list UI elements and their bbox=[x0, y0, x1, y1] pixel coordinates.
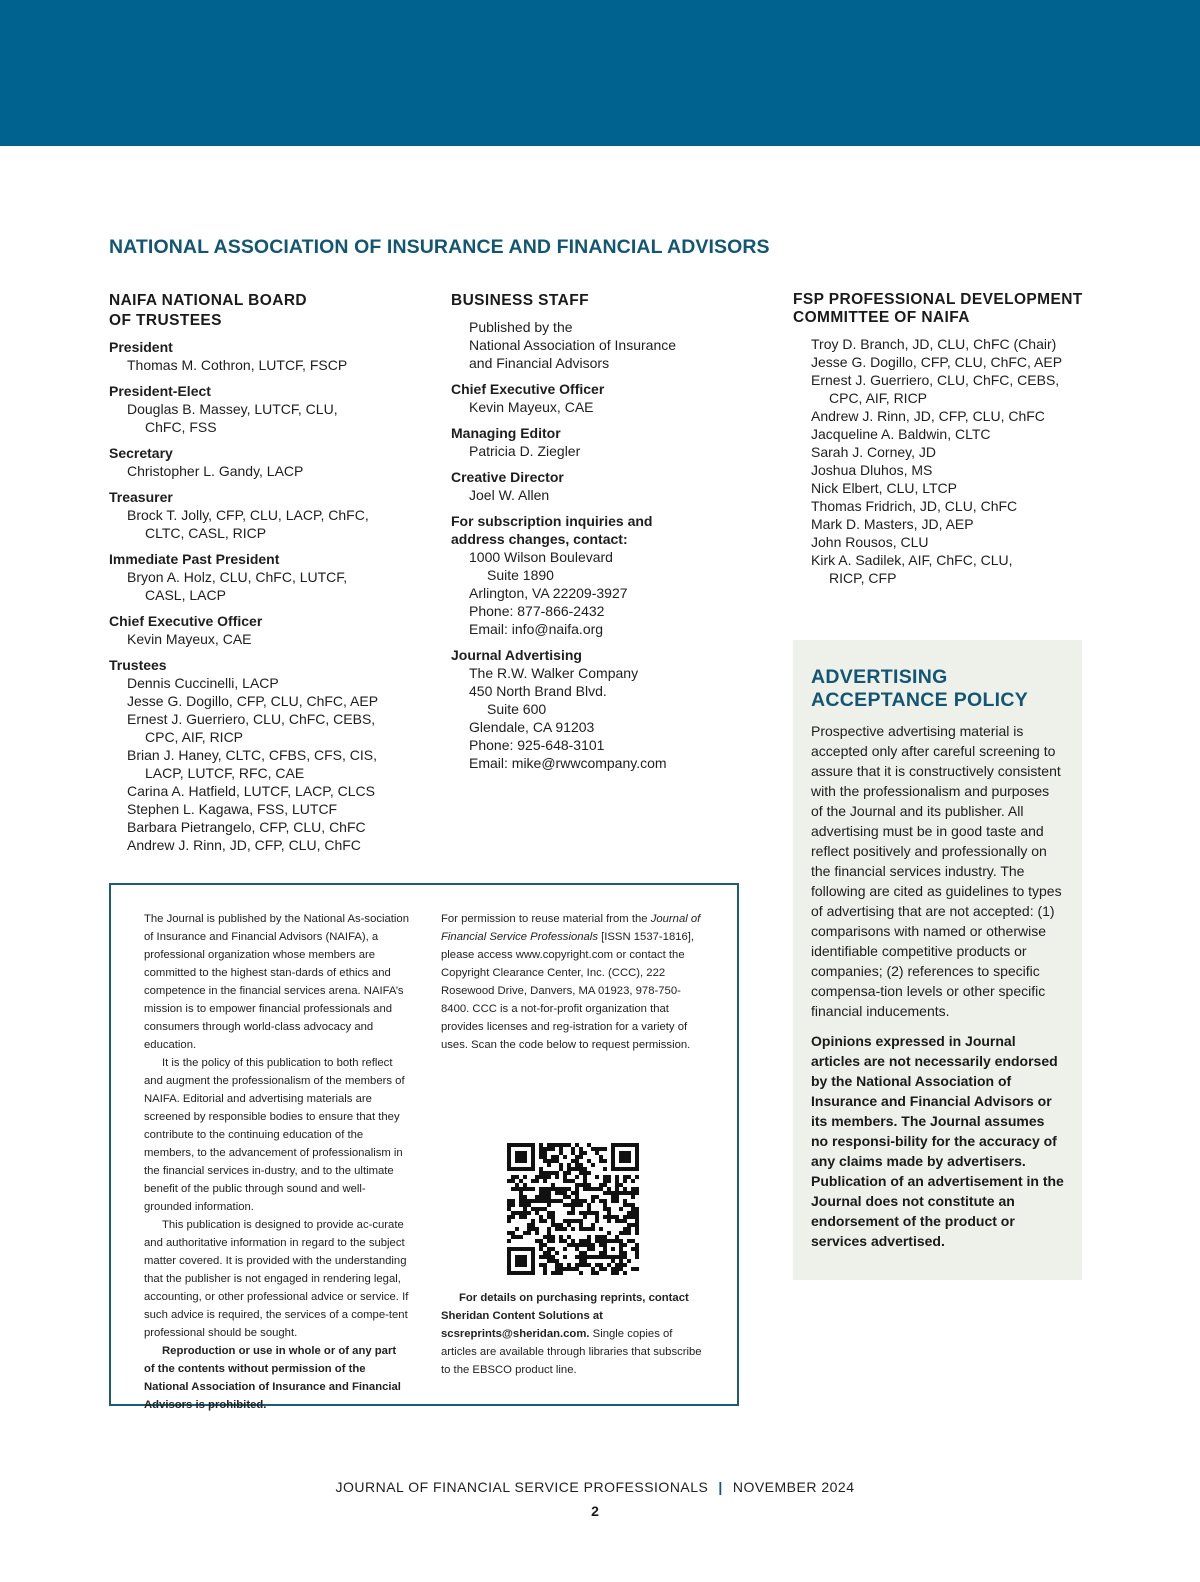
role-label: Trustees bbox=[109, 657, 167, 673]
person-name: Thomas Fridrich, JD, CLU, ChFC bbox=[811, 498, 1018, 514]
person-name: Ernest J. Guerriero, CLU, ChFC, CEBS, bbox=[127, 711, 376, 727]
page-number: 2 bbox=[591, 1503, 599, 1519]
person-name: Jesse G. Dogillo, CFP, CLU, ChFC, AEP bbox=[811, 354, 1063, 370]
reproduction-notice: Reproduction or use in whole or of any part of the contents without permission of the National Association of Insurance and Financial Advisors is prohibited. bbox=[144, 1345, 401, 1411]
info-paragraph: This publication is designed to provide ac-curate and authoritative information in regard to the subject matter covered. It is provided with the understanding that the publisher is not engaged in rendering legal, accounting, or other professional advice or service. If such advice is required, the services of a compe-tent professional should be sought. bbox=[144, 1219, 409, 1339]
person-name: Kirk A. Sadilek, AIF, ChFC, CLU, bbox=[811, 552, 1013, 568]
person-name: Joshua Dluhos, MS bbox=[811, 462, 933, 478]
reprints-text: Single copies of articles are available through libraries that subscribe to the EBSCO product line. bbox=[441, 1328, 702, 1376]
staff-heading: BUSINESS STAFF bbox=[451, 292, 589, 309]
role-label: For subscription inquiries and bbox=[451, 512, 653, 529]
person-name: Jacqueline A. Baldwin, CLTC bbox=[811, 426, 991, 442]
publisher-line: National Association of Insurance bbox=[469, 336, 677, 353]
info-paragraph bbox=[144, 1342, 409, 1414]
person-name: Sarah J. Corney, JD bbox=[811, 444, 937, 460]
role-label: Managing Editor bbox=[451, 424, 561, 441]
company-name: The R.W. Walker Company bbox=[469, 664, 639, 681]
address-line: 1000 Wilson Boulevard bbox=[469, 548, 613, 565]
role-label: Journal Advertising bbox=[451, 646, 582, 663]
publisher-line: and Financial Advisors bbox=[469, 354, 610, 371]
info-paragraph: It is the policy of this publication to both reflect and augment the professionalism of the members of NAIFA. Editorial and advertising materials are screened by responsible bodies to ensure that they contribute to the continuing education of the members, to the advancement of professionalism in the financial services in-dustry, and to the ultimate benefit of the public through sound and well-grounded information. bbox=[144, 1057, 405, 1213]
board-of-trustees-column bbox=[109, 291, 439, 854]
person-name: Jesse G. Dogillo, CFP, CLU, ChFC, AEP bbox=[127, 693, 379, 709]
person-credentials: CLTC, CASL, RICP bbox=[145, 525, 267, 541]
reprints-contact: For details on purchasing reprints, contact Sheridan Content Solutions at scsreprints@sheridan.com. bbox=[441, 1292, 689, 1340]
person-name: Barbara Pietrangelo, CFP, CLU, ChFC bbox=[127, 819, 366, 835]
person-name: Brock T. Jolly, CFP, CLU, LACP, ChFC, bbox=[127, 507, 369, 523]
person-name: Brian J. Haney, CLTC, CFBS, CFS, CIS, bbox=[127, 747, 377, 763]
policy-disclaimer: Opinions expressed in Journal articles are not necessarily endorsed by the National Association of Insurance and Financial Advisors or its members. The Journal assumes no responsi-bility for the accuracy of any claims made by advertisers. Publication of an advertisement in the Journal does not constitute an endorsement of the product or services advertised. bbox=[811, 1033, 1064, 1249]
role-label: Immediate Past President bbox=[109, 551, 280, 567]
fsp-committee-column bbox=[793, 291, 1093, 587]
role-label: President-Elect bbox=[109, 383, 211, 399]
info-left-column bbox=[144, 910, 409, 1414]
person-name: Kevin Mayeux, CAE bbox=[127, 631, 252, 647]
person-name: Andrew J. Rinn, JD, CFP, CLU, ChFC bbox=[127, 837, 361, 853]
email-line: Email: info@naifa.org bbox=[469, 620, 604, 637]
address-line: 450 North Brand Blvd. bbox=[469, 682, 607, 699]
permission-text: [ISSN 1537-1816], please access www.copyright.com or contact the Copyright Clearance Center, Inc. (CCC), 222 Rosewood Drive, Danvers, MA 01923, 978-750-8400. CCC is a not-for-profit organization that provides licenses and reg-istration for a variety of uses. Scan the code below to request permission. bbox=[441, 931, 695, 1051]
publisher-line: Published by the bbox=[469, 318, 573, 335]
organization-title: NATIONAL ASSOCIATION OF INSURANCE AND FINANCIAL ADVISORS bbox=[109, 236, 770, 258]
person-name: Kevin Mayeux, CAE bbox=[469, 398, 594, 415]
permission-text: For permission to reuse material from the bbox=[441, 913, 651, 925]
person-name: Carina A. Hatfield, LUTCF, LACP, CLCS bbox=[127, 783, 375, 799]
person-name: Ernest J. Guerriero, CLU, ChFC, CEBS, bbox=[811, 372, 1060, 388]
role-label: address changes, contact: bbox=[451, 530, 628, 547]
footer-separator: | bbox=[718, 1479, 723, 1495]
address-line: Suite 1890 bbox=[487, 566, 554, 583]
address-line: Glendale, CA 91203 bbox=[469, 718, 595, 735]
advertising-policy-box bbox=[793, 640, 1082, 1280]
reprints-info bbox=[441, 1289, 711, 1379]
address-line: Arlington, VA 22209-3927 bbox=[469, 584, 628, 601]
publication-info-box bbox=[109, 883, 739, 1411]
person-credentials: CASL, LACP bbox=[145, 587, 226, 603]
business-staff-column bbox=[451, 291, 781, 772]
role-label: Secretary bbox=[109, 445, 173, 461]
info-right-column bbox=[441, 910, 706, 1054]
role-label: Creative Director bbox=[451, 468, 564, 485]
role-label: Chief Executive Officer bbox=[109, 613, 263, 629]
page-footer bbox=[0, 1479, 1190, 1495]
role-label: President bbox=[109, 339, 173, 355]
trustees-list bbox=[109, 674, 439, 854]
person-name: Stephen L. Kagawa, FSS, LUTCF bbox=[127, 801, 338, 817]
person-credentials: CPC, AIF, RICP bbox=[829, 390, 928, 406]
fsp-members-list bbox=[793, 335, 1093, 587]
person-name: Patricia D. Ziegler bbox=[469, 442, 581, 459]
person-name: Joel W. Allen bbox=[469, 486, 550, 503]
role-label: Chief Executive Officer bbox=[451, 380, 605, 397]
policy-title: ADVERTISING ACCEPTANCE POLICY bbox=[811, 666, 1029, 711]
person-credentials: RICP, CFP bbox=[829, 570, 897, 586]
phone-line: Phone: 877-866-2432 bbox=[469, 602, 605, 619]
journal-title: Journal of Financial Service Professionals bbox=[441, 913, 701, 943]
person-name: Christopher L. Gandy, LACP bbox=[127, 463, 304, 479]
person-name: John Rousos, CLU bbox=[811, 534, 929, 550]
person-credentials: CPC, AIF, RICP bbox=[145, 729, 244, 745]
issue-date: NOVEMBER 2024 bbox=[732, 1479, 855, 1495]
person-name: Andrew J. Rinn, JD, CFP, CLU, ChFC bbox=[811, 408, 1045, 424]
person-credentials: ChFC, FSS bbox=[145, 419, 217, 435]
journal-name: JOURNAL OF FINANCIAL SERVICE PROFESSIONALS bbox=[335, 1479, 709, 1495]
person-name: Douglas B. Massey, LUTCF, CLU, bbox=[127, 401, 338, 417]
qr-code[interactable] bbox=[507, 1143, 639, 1275]
info-paragraph bbox=[441, 910, 706, 1054]
person-name: Mark D. Masters, JD, AEP bbox=[811, 516, 974, 532]
fsp-heading: FSP PROFESSIONAL DEVELOPMENT COMMITTEE OF NAIFA bbox=[793, 291, 1083, 326]
person-name: Nick Elbert, CLU, LTCP bbox=[811, 480, 957, 496]
person-credentials: LACP, LUTCF, RFC, CAE bbox=[145, 765, 305, 781]
phone-line: Phone: 925-648-3101 bbox=[469, 736, 605, 753]
person-name: Thomas M. Cothron, LUTCF, FSCP bbox=[127, 357, 348, 373]
info-paragraph: The Journal is published by the National As-sociation of Insurance and Financial Advisors (NAIFA), a professional organization whose members are committed to the highest stan-dards of ethics and competence in the financial services arena. NAIFA’s mission is to empower financial professionals and consumers through world-class advocacy and education. bbox=[144, 913, 410, 1051]
header-band bbox=[0, 0, 1200, 146]
policy-text: Prospective advertising material is accepted only after careful screening to assure that it is constructively consistent with the professionalism and purposes of the Journal and its publisher. All advertising must be in good taste and reflect positively and professionally on the financial services industry. The following are cited as guidelines to types of advertising that are not accepted: (1) comparisons with named or otherwise identifiable competitive products or companies; (2) references to specific compensa-tion levels or other specific financial inducements. bbox=[811, 723, 1062, 1019]
person-name: Dennis Cuccinelli, LACP bbox=[127, 675, 279, 691]
person-name: Bryon A. Holz, CLU, ChFC, LUTCF, bbox=[127, 569, 348, 585]
email-line: Email: mike@rwwcompany.com bbox=[469, 754, 667, 771]
address-line: Suite 600 bbox=[487, 700, 547, 717]
board-heading: NAIFA NATIONAL BOARD OF TRUSTEES bbox=[109, 292, 308, 329]
person-name: Troy D. Branch, JD, CLU, ChFC (Chair) bbox=[811, 336, 1057, 352]
role-label: Treasurer bbox=[109, 489, 173, 505]
